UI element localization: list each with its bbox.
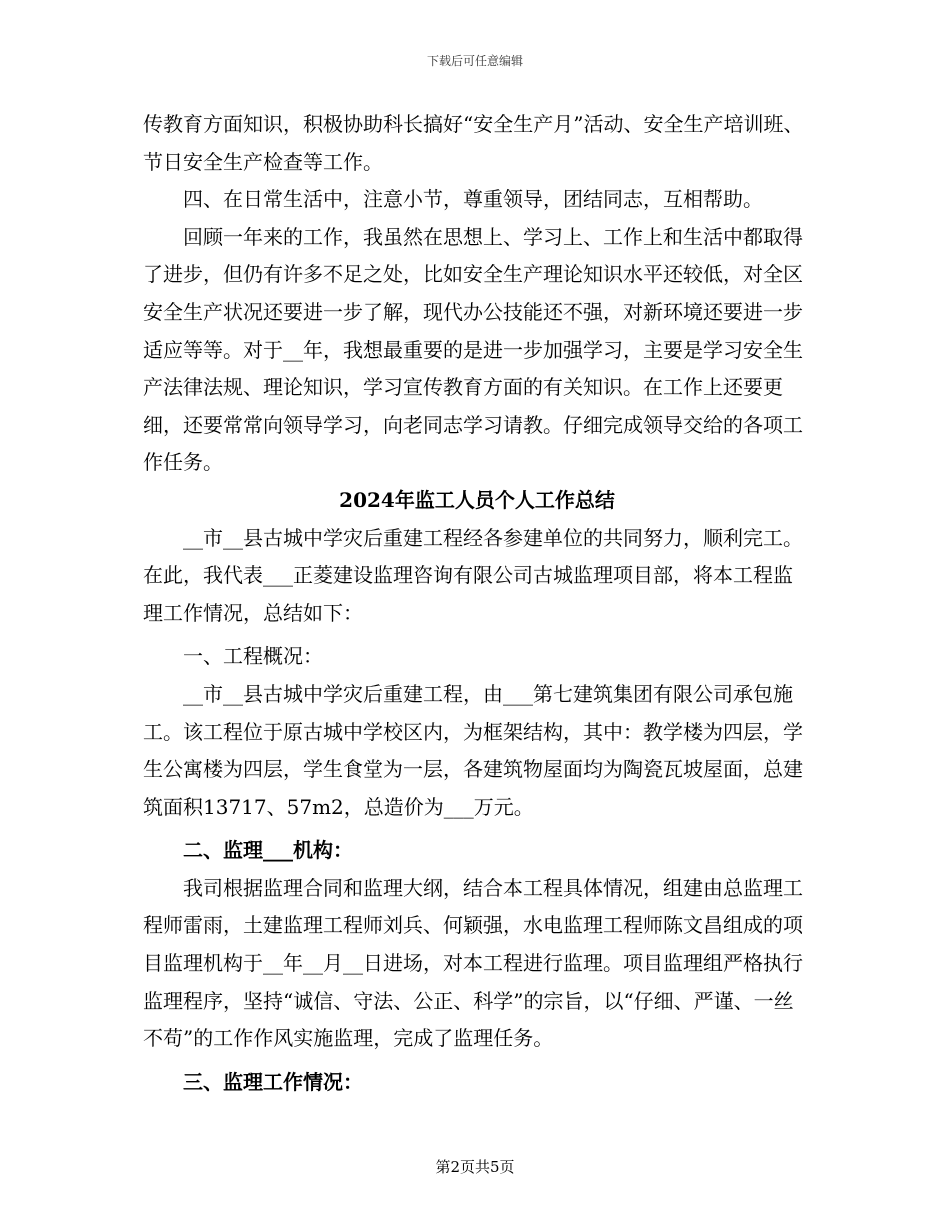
page-header: 下载后可任意编辑 [426, 54, 523, 68]
paragraph-review: 回顾一年来的工作，我虽然在思想上、学习上、工作上和生活中都取得了进步，但仍有许多不足之处，比如安全生产理论知识水平还较低，对全区安全生产状况还要进一步了解，现代办公技能还不强，对新环境还要进一步适应等等。对于__年，我想最重要的是进一步加强学习，主要是学习安全生产法律法规、理论知识，学习宣传教育方面的有关知识。在工作上还要更细，还要常常向领导学习，向老同志学习请教。仔细完成领导交给的各项工作任务。 [143, 224, 803, 475]
paragraph-continuation: 传教育方面知识，积极协助科长搞好“安全生产月”活动、安全生产培训班、节日安全生产检查等工作。 [143, 112, 804, 174]
section-title: 2024年监工人员个人工作总结 [339, 487, 615, 512]
page-footer: 第2页共5页 [435, 1158, 515, 1176]
paragraph-intro: __市__县古城中学灾后重建工程经各参建单位的共同努力，顺利完工。在此，我代表___正菱建设监理咨询有限公司古城监理项目部，将本工程监理工作情况，总结如下： [143, 525, 803, 625]
paragraph-project-overview: __市__县古城中学灾后重建工程，由___第七建筑集团有限公司承包施工。该工程位于原古城中学校区内，为框架结构，其中：教学楼为四层，学生公寓楼为四层，学生食堂为一层，各建筑物屋面均为陶瓷瓦坡屋面，总建筑面积13717、57m2，总造价为___万元。 [143, 681, 803, 819]
paragraph-item-four: 四、在日常生活中，注意小节，尊重领导，团结同志，互相帮助。 [183, 187, 763, 212]
heading-supervision-work: 三、监理工作情况： [183, 1069, 363, 1094]
heading-project-overview: 一、工程概况： [183, 644, 323, 669]
paragraph-supervision-organization: 我司根据监理合同和监理大纲，结合本工程具体情况，组建由总监理工程师雷雨，土建监理工程师刘兵、何颖强，水电监理工程师陈文昌组成的项目监理机构于__年__月__日进场，对本工程进行监理。项目监理组严格执行监理程序，坚持“诚信、守法、公正、科学”的宗旨，以“仔细、严谨、一丝不苟”的工作作风实施监理，完成了监理任务。 [143, 875, 803, 1051]
heading-supervision-organization: 二、监理___机构： [183, 838, 353, 863]
document-body [143, 106, 811, 1101]
